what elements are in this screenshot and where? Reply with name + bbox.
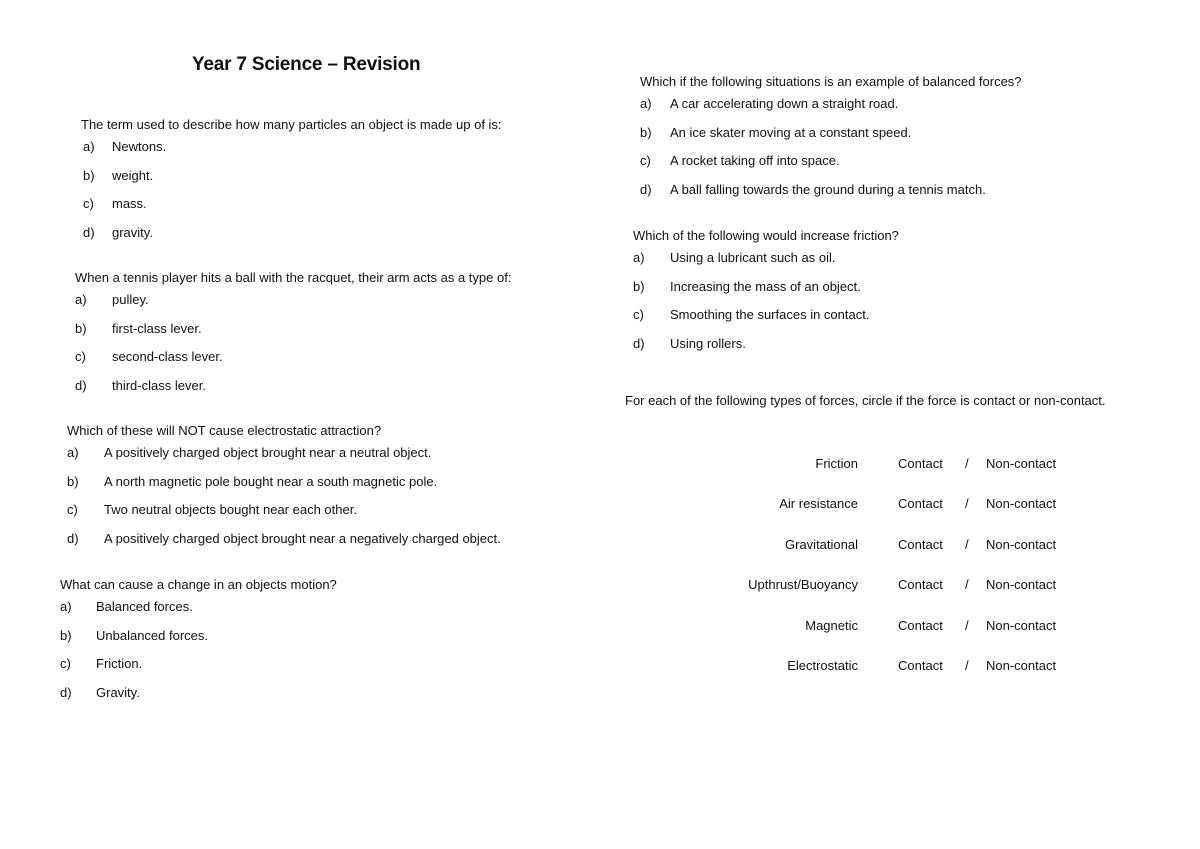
option-text: Two neutral objects bought near each other.: [104, 502, 357, 517]
option-letter: a): [83, 139, 95, 154]
separator: /: [965, 577, 969, 593]
option-a: [60, 136, 580, 165]
option-letter: d): [60, 684, 72, 700]
option-text: gravity.: [112, 224, 153, 240]
question-stem: When a tennis player hits a ball with the racquet, their arm acts as a type of:: [75, 270, 512, 285]
force-row: [700, 493, 1100, 533]
option-a: [633, 247, 1173, 276]
separator: /: [965, 496, 969, 512]
contact-option[interactable]: Contact: [898, 536, 943, 552]
question-stem: What can cause a change in an objects motion?: [60, 577, 337, 592]
option-letter: c): [640, 153, 651, 168]
option-letter: d): [75, 377, 87, 393]
option-letter: b): [83, 167, 95, 183]
option-b: [60, 165, 580, 194]
non-contact-option[interactable]: Non-contact: [986, 536, 1057, 552]
option-text: mass.: [112, 196, 147, 211]
option-letter: c): [83, 196, 94, 211]
option-text: second-class lever.: [112, 349, 223, 364]
option-letter: a): [67, 445, 79, 460]
contact-option[interactable]: Contact: [898, 456, 943, 471]
question-4: [60, 574, 580, 710]
question-5: [633, 71, 1173, 207]
force-name: Air resistance: [779, 496, 858, 512]
option-d: [60, 682, 580, 711]
option-letter: c): [75, 349, 86, 364]
question-stem: Which if the following situations is an example of balanced forces?: [640, 74, 1022, 89]
option-c: [60, 499, 580, 528]
separator: /: [965, 657, 969, 673]
option-text: Smoothing the surfaces in contact.: [670, 307, 870, 322]
force-row: [700, 574, 1100, 614]
question-stem: Which of these will NOT cause electrostatic attraction?: [67, 423, 382, 438]
contact-option[interactable]: Contact: [898, 496, 943, 512]
contact-option[interactable]: Contact: [898, 657, 943, 673]
option-a: [633, 93, 1173, 122]
option-letter: c): [633, 307, 644, 322]
option-text: Unbalanced forces.: [96, 627, 209, 643]
option-d: [60, 375, 580, 404]
option-text: Newtons.: [112, 139, 167, 154]
option-text: third-class lever.: [112, 377, 206, 393]
option-letter: b): [60, 627, 72, 643]
non-contact-option[interactable]: Non-contact: [986, 657, 1057, 673]
force-name: Magnetic: [805, 617, 858, 633]
non-contact-option[interactable]: Non-contact: [986, 617, 1057, 633]
force-name: Electrostatic: [787, 657, 858, 673]
option-a: [60, 442, 580, 471]
option-letter: a): [75, 292, 87, 307]
option-letter: b): [640, 124, 652, 140]
option-text: Balanced forces.: [96, 599, 193, 614]
option-letter: b): [67, 473, 79, 489]
option-letter: a): [640, 96, 652, 111]
force-table: [700, 453, 1100, 695]
option-d: [60, 528, 580, 557]
separator: /: [965, 617, 969, 633]
option-letter: a): [633, 250, 645, 265]
question-1: [60, 114, 580, 250]
option-text: pulley.: [112, 292, 149, 307]
option-letter: c): [67, 502, 78, 517]
option-letter: d): [67, 530, 79, 546]
option-letter: c): [60, 656, 71, 671]
option-letter: b): [633, 278, 645, 294]
option-b: [60, 318, 580, 347]
contact-instruction: For each of the following types of forces, circle if the force is contact or non-contact.: [625, 393, 1106, 408]
option-text: A north magnetic pole bought near a south magnetic pole.: [104, 473, 438, 489]
option-c: [60, 193, 580, 222]
option-text: Increasing the mass of an object.: [670, 278, 861, 294]
option-letter: b): [75, 320, 87, 336]
contact-option[interactable]: Contact: [898, 577, 943, 593]
force-row: [700, 655, 1100, 695]
force-name: Upthrust/Buoyancy: [748, 577, 858, 593]
option-text: A positively charged object brought near a neutral object.: [104, 445, 432, 460]
option-text: first-class lever.: [112, 320, 202, 336]
question-stem: Which of the following would increase friction?: [633, 228, 899, 243]
force-name: Gravitational: [785, 536, 858, 552]
option-letter: d): [633, 335, 645, 351]
question-6: [633, 225, 1173, 361]
option-text: An ice skater moving at a constant speed.: [670, 124, 912, 140]
non-contact-option[interactable]: Non-contact: [986, 577, 1057, 593]
option-a: [60, 596, 580, 625]
option-b: [633, 276, 1173, 305]
option-c: [60, 653, 580, 682]
question-3: [60, 420, 580, 556]
option-letter: d): [640, 181, 652, 197]
option-text: Gravity.: [96, 684, 140, 700]
contact-option[interactable]: Contact: [898, 617, 943, 633]
option-text: weight.: [112, 167, 154, 183]
option-text: Friction.: [96, 656, 143, 671]
option-b: [60, 471, 580, 500]
option-b: [633, 122, 1173, 151]
option-c: [60, 346, 580, 375]
option-d: [60, 222, 580, 251]
option-b: [60, 625, 580, 654]
option-text: Using rollers.: [670, 335, 746, 351]
option-text: A rocket taking off into space.: [670, 153, 840, 168]
option-text: A ball falling towards the ground during a tennis match.: [670, 181, 986, 197]
question-2: [60, 267, 580, 403]
option-c: [633, 150, 1173, 179]
option-letter: a): [60, 599, 72, 614]
question-stem: The term used to describe how many particles an object is made up of is:: [81, 117, 502, 132]
non-contact-option[interactable]: Non-contact: [986, 496, 1057, 512]
non-contact-option[interactable]: Non-contact: [986, 456, 1057, 471]
force-row: [700, 615, 1100, 655]
option-text: Using a lubricant such as oil.: [670, 250, 836, 265]
separator: /: [965, 536, 969, 552]
option-d: [633, 179, 1173, 208]
option-c: [633, 304, 1173, 333]
option-text: A positively charged object brought near a negatively charged object.: [104, 530, 501, 546]
page-title: Year 7 Science – Revision: [192, 54, 421, 75]
option-d: [633, 333, 1173, 362]
separator: /: [965, 456, 969, 471]
force-name: Friction: [815, 456, 858, 471]
option-letter: d): [83, 224, 95, 240]
force-row: [700, 453, 1100, 493]
force-row: [700, 534, 1100, 574]
option-a: [60, 289, 580, 318]
option-text: A car accelerating down a straight road.: [670, 96, 899, 111]
